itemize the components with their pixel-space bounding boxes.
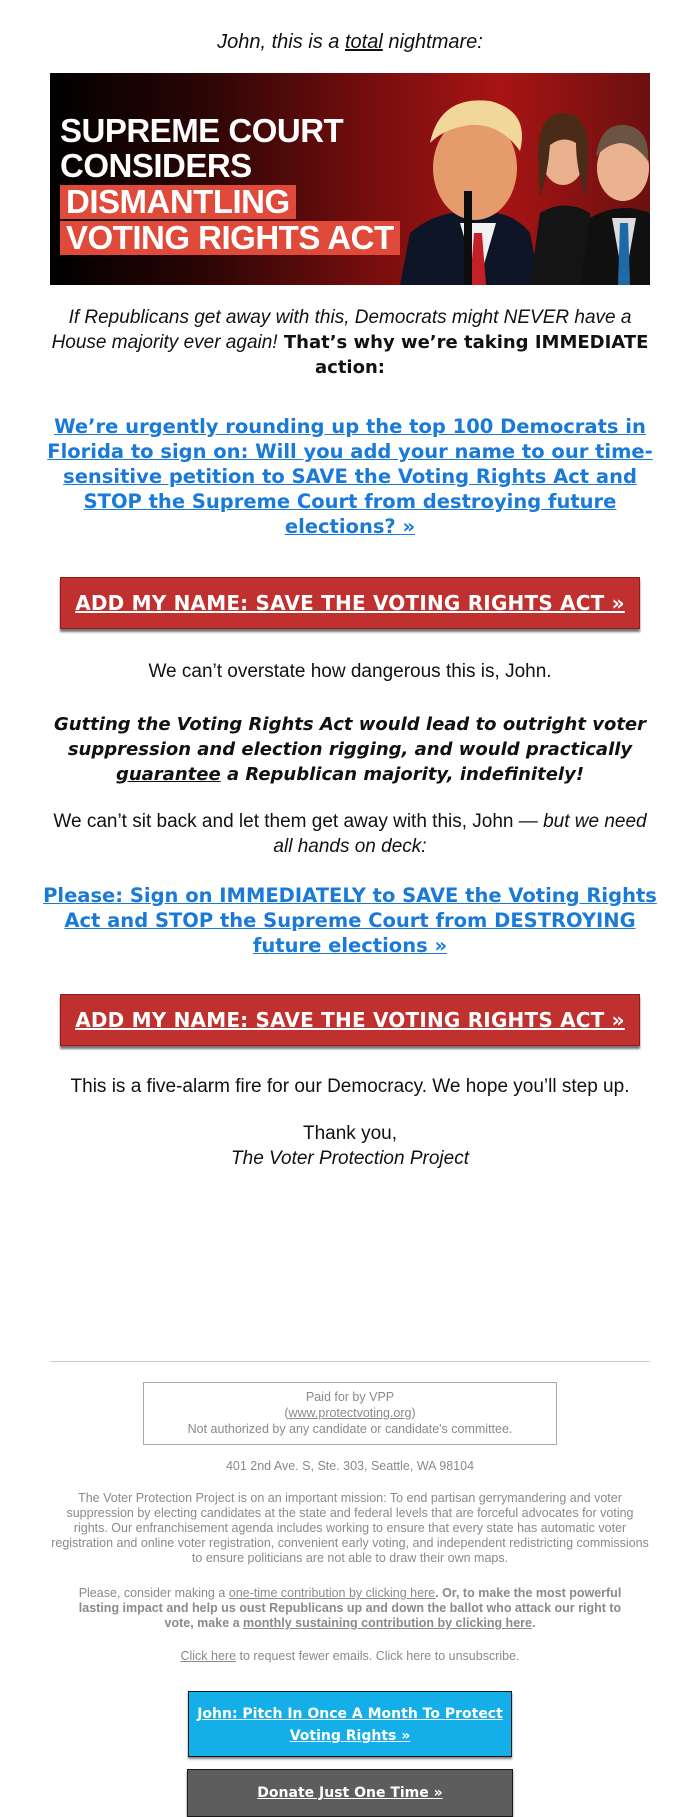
greeting-emphasis: total [344,31,383,53]
warning-underlined: guarantee [115,764,221,785]
hero-headline [60,113,400,255]
monthly-donate-button[interactable] [188,1691,512,1757]
justices-photo [380,73,650,285]
greeting [42,0,658,54]
monthly-button-line-2: Voting Rights » [289,1728,411,1744]
add-name-button-2[interactable]: ADD MY NAME: SAVE THE VOTING RIGHTS ACT » [60,994,640,1046]
sit-back-plain: We can’t sit back and let them get away with this, John — [53,811,544,832]
contrib-end: . [531,1616,536,1630]
sign-on-link[interactable]: Please: Sign on IMMEDIATELY to SAVE the Voting Rights Act and STOP the Supreme Court from DESTROYING future elections » [43,884,657,957]
add-name-button[interactable]: ADD MY NAME: SAVE THE VOTING RIGHTS ACT » [60,577,640,629]
contribution-text [72,1586,628,1631]
website-line [144,1405,556,1421]
microphone [464,191,472,285]
warning-part-2: a Republican majority, indefinitely! [220,764,585,785]
sign-off [42,1121,658,1171]
hero-banner[interactable] [50,73,650,285]
mission-text: The Voter Protection Project is on an important mission: To end partisan gerrymandering and voter suppression by electing candidates at the state and federal levels that are forceful advocates for voting rights. Our enfranchisement agenda includes working to ensure that every state has automatic voter registration and online voter registration, convenient early voting, and independent redistricting commissions to ensure politicians are not able to draw their own maps. [51,1491,649,1565]
intro-bold: That’s why we’re taking IMMEDIATE action: [277,332,649,378]
not-authorized-text: Not authorized by any candidate or candidate's committee. [187,1422,513,1436]
hero-line-3: DISMANTLING [60,185,296,219]
one-time-contribution-link[interactable]: one-time contribution by clicking here [228,1586,436,1600]
intro-italic: If Republicans get away with this, Democrats might NEVER have a House majority ever again! [51,307,632,353]
warning-part-1: Gutting the Voting Rights Act would lead to outright voter suppression and election rigging, and would practically [53,714,647,760]
contrib-pre: Please, consider making a [78,1586,229,1600]
address: 401 2nd Ave. S, Ste. 303, Seattle, WA 98104 [225,1459,475,1473]
monthly-button-line-1: John: Pitch In Once A Month To Protect [197,1706,503,1722]
signature: The Voter Protection Project [231,1148,469,1169]
paid-by-text: Paid for by VPP [305,1390,395,1404]
hero-line-1: SUPREME COURT [60,112,344,149]
monthly-contribution-link[interactable]: monthly sustaining contribution by clicking here [243,1616,532,1630]
sit-back-italic: but we need all hands on deck: [273,811,647,857]
hero-line-2: CONSIDERS [60,147,252,184]
fewer-emails-link[interactable]: Click here [180,1649,237,1663]
greeting-prefix: John, this is a [217,31,345,53]
unsubscribe-text: to request fewer emails. Click here to unsubscribe. [236,1649,520,1663]
sit-back-paragraph [42,809,658,859]
five-alarm-text: This is a five-alarm fire for our Democracy. We hope you’ll step up. [70,1076,630,1097]
petition-link[interactable]: We’re urgently rounding up the top 100 Democrats in Florida to sign on: Will you add your name to our time-sensitive petition to SAVE the Voting Rights Act and STOP the Supreme Court from destroying future elections? » [47,415,653,538]
one-time-donate-button[interactable]: Donate Just One Time » [187,1769,513,1817]
greeting-suffix: nightmare: [382,31,483,53]
paid-for-box [143,1382,557,1445]
unsubscribe-line [42,1649,658,1664]
email-body [42,0,658,1817]
intro-paragraph [42,305,658,380]
warning-paragraph [42,712,658,787]
hero-line-4: VOTING RIGHTS ACT [60,221,400,255]
paren-open: ( [284,1406,289,1420]
contrib-mid: . Or, to make the most powerful lasting impact and help us oust Republicans up and down the ballot who attack our right to vote, make a [78,1586,622,1630]
website-link[interactable]: www.protectvoting.org [288,1406,412,1420]
overstate-text: We can’t overstate how dangerous this is, John. [148,661,552,682]
paren-close: ) [411,1406,416,1420]
footer-divider [50,1361,650,1362]
thank-you-text: Thank you, [303,1123,397,1144]
